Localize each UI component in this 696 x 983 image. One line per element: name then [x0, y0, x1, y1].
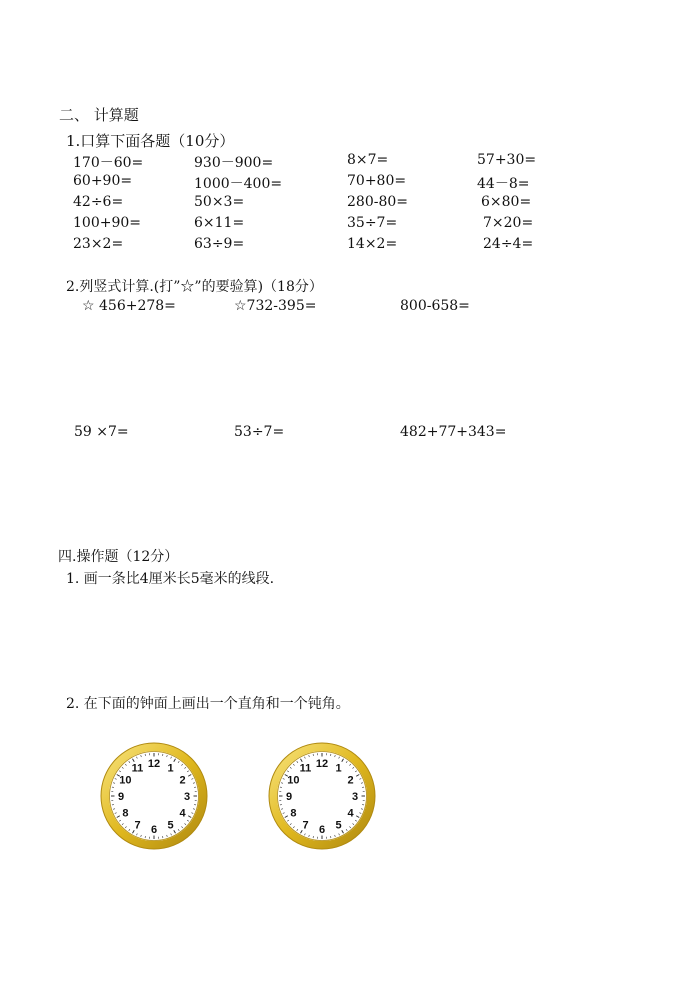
clock-number: 1 — [335, 762, 342, 775]
clock-number: 7 — [134, 819, 141, 832]
clock-face-1[interactable] — [100, 742, 208, 850]
calc-item: 57+30= — [477, 152, 537, 168]
clock-number: 4 — [179, 807, 186, 820]
clock-number: 10 — [119, 774, 132, 787]
calc-item: 35÷7= — [347, 215, 398, 231]
calc-item: 24÷4= — [483, 236, 534, 252]
calc-item: 930－900= — [194, 155, 274, 171]
q2-title: 2.列竖式计算.(打”☆”的要验算)（18分） — [66, 279, 323, 295]
calc-item: 50×3= — [194, 194, 245, 210]
section2-title: 二、 计算题 — [59, 106, 139, 124]
section4-title: 四.操作题（12分） — [58, 549, 179, 565]
draw-line-question: 1. 画一条比4厘米长5毫米的线段. — [66, 571, 275, 587]
draw-angle-question: 2. 在下面的钟面上画出一个直角和一个钝角。 — [66, 696, 350, 712]
calc-item: 14×2= — [347, 236, 398, 252]
clock-number: 9 — [285, 791, 293, 803]
clock-number: 7 — [302, 819, 309, 832]
calc-item: 60+90= — [73, 173, 133, 189]
vertical-calc-item: ☆732-395= — [234, 298, 317, 314]
calc-item: 7×20= — [483, 215, 534, 231]
calc-item: 23×2= — [73, 236, 124, 252]
clock-number: 6 — [318, 824, 326, 836]
calc-item: 44－8= — [477, 176, 530, 192]
clock-number: 5 — [167, 819, 174, 832]
calc-item: 170－60= — [73, 155, 144, 171]
vertical-calc-item: 53÷7= — [234, 424, 285, 440]
clock-number: 6 — [150, 824, 158, 836]
clock-number: 12 — [147, 758, 161, 770]
vertical-calc-item: 482+77+343= — [400, 424, 507, 440]
calc-item: 8×7= — [347, 152, 389, 168]
clock-face-2[interactable] — [268, 742, 376, 850]
vertical-calc-item: ☆ 456+278= — [82, 298, 176, 314]
calc-item: 42÷6= — [73, 194, 124, 210]
clock-number: 1 — [167, 762, 174, 775]
calc-item: 100+90= — [73, 215, 141, 231]
clock-number: 9 — [117, 791, 125, 803]
calc-item: 63÷9= — [194, 236, 245, 252]
clock-number: 2 — [179, 774, 186, 787]
clock-number: 8 — [290, 807, 297, 820]
q1-title: 1.口算下面各题（10分） — [66, 132, 235, 150]
calc-item: 280-80= — [347, 194, 408, 210]
clock-number: 11 — [299, 762, 312, 775]
calc-item: 6×11= — [194, 215, 245, 231]
clock-number: 5 — [335, 819, 342, 832]
clock-number: 12 — [315, 758, 329, 770]
clock-number: 3 — [183, 791, 191, 803]
clock-number: 3 — [351, 791, 359, 803]
vertical-calc-item: 800-658= — [400, 298, 470, 314]
vertical-calc-item: 59 ×7= — [74, 424, 129, 440]
calc-item: 70+80= — [347, 173, 407, 189]
clock-number: 8 — [122, 807, 129, 820]
calc-item: 6×80= — [481, 194, 532, 210]
clock-number: 10 — [287, 774, 300, 787]
clock-number: 2 — [347, 774, 354, 787]
clock-number: 4 — [347, 807, 354, 820]
calc-item: 1000－400= — [194, 176, 283, 192]
clock-number: 11 — [131, 762, 144, 775]
